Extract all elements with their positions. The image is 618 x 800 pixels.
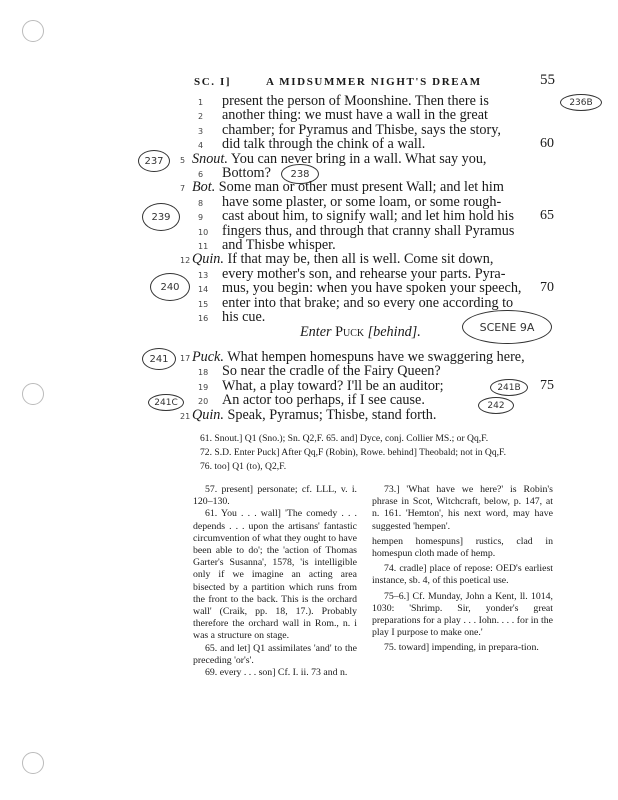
sd-behind: [behind]. [367,324,421,340]
line-text: If that may be, then all is well. Come sit down, [223,251,494,268]
speaker-name: Quin. [192,406,224,423]
line-text: another thing: we must have a wall in the great [222,107,488,124]
annotation-circle: 241 [142,348,176,370]
annotation-circle: 238 [281,164,319,184]
line-number: 60 [540,136,554,152]
speaker-name: Bot. [192,179,216,196]
sd-name: Puck [335,324,365,340]
line-text: present the person of Moonshine. Then there is [222,93,489,109]
handwritten-line-number: 15 [198,299,209,309]
line-text: So near the cradle of the Fairy Queen? [222,363,441,380]
sd-enter: Enter [300,324,332,340]
line-text: Bottom? [222,165,271,181]
note: hempen homespuns] rustics, clad in homespun cloth made of hemp. [372,535,553,560]
notes-right-column [372,484,553,655]
annotation-circle: 236B [560,94,602,111]
running-head-title: A MIDSUMMER NIGHT'S DREAM [266,76,482,88]
verse-line [192,407,436,424]
annotation-circle: SCENE 9A [462,310,552,344]
handwritten-line-number: 2 [198,112,204,122]
note: 61. You . . . wall] 'The comedy . . . depends . . . upon the artisans' fantastic circumvention of what they ought to have been able to do'; the 'action of Thomas Garter's Susanna', 1578, 'is intelligible only if we imagine an acting area bisected by a partition which runs from the front to the back. This is the orchard wall' (Craik, pp. 18, 17.). Probably therefore the orchard wall in Rom., n. i was a structure on stage. [193,508,357,642]
handwritten-line-number: 3 [198,126,204,136]
handwritten-line-number: 21 [180,411,191,421]
handwritten-line-number: 10 [198,227,209,237]
note: 75. toward] impending, in prepara-tion. [384,642,539,654]
line-text: You can never bring in a wall. What say you, [227,150,487,167]
speaker-name: Quin. [192,251,224,268]
handwritten-line-number: 16 [198,314,209,323]
line-number: 65 [540,208,554,224]
notes-left-column [193,484,357,679]
handwritten-line-number: 14 [198,285,209,295]
stage-direction [300,324,421,341]
note: 69. every . . . son] Cf. I. ii. 73 and n. [205,667,348,679]
line-text: did talk through the chink of a wall. [222,136,426,153]
collation-line: 61. Snout.] Q1 (Sno.); Sn. Q2,F. 65. and] Dyce, conj. Collier MS.; or Qq,F. [200,433,489,444]
handwritten-line-number: 4 [198,141,204,151]
line-text: cast about him, to signify wall; and let him hold his [222,208,514,225]
note: 65. and let] Q1 assimilates 'and' to the preceding 'or's'. [193,642,357,666]
line-text: his cue. [222,309,266,325]
handwritten-line-number: 11 [198,242,209,251]
note: 74. cradle] place of repose: OED's earliest instance, sb. 4, of this poetical use. [372,563,553,587]
line-text: What hempen homespuns have we swaggering here, [223,349,525,365]
handwritten-line-number: 17 [180,354,191,363]
speaker-name: Puck. [192,349,224,365]
line-text: fingers thus, and through that cranny shall Pyramus [222,222,515,239]
annotation-circle: 241B [490,379,528,396]
collation-line: 76. too] Q1 (to), Q2,F. [200,461,287,472]
handwritten-line-number: 5 [180,155,186,165]
binder-hole [22,752,44,774]
handwritten-line-number: 1 [198,98,204,107]
line-text: and Thisbe whisper. [222,237,336,253]
line-text: What, a play toward? I'll be an auditor; [222,377,444,394]
annotation-circle: 240 [150,273,190,301]
handwritten-line-number: 7 [180,184,186,194]
note: 75–6.] Cf. Munday, John a Kent, ll. 1014, 1030: 'Shrimp. Sir, yonder's great preparations for a play . . . Iohn. . . . for in the play I purpose to make one.' [372,590,553,639]
running-head-scene: SC. I] [194,76,232,88]
page-number: 55 [540,72,555,88]
annotation-circle: 237 [138,150,170,172]
annotation-circle: 239 [142,203,180,231]
handwritten-line-number: 12 [180,256,191,266]
verse-line [222,309,265,326]
handwritten-line-number: 18 [198,368,209,378]
annotation-circle: 242 [478,397,514,414]
handwritten-line-number: 20 [198,397,209,407]
line-text: mus, you begin: when you have spoken your speech, [222,280,522,297]
line-text: An actor too perhaps, if I see cause. [222,392,425,409]
handwritten-line-number: 13 [198,270,209,280]
verse-line [222,295,513,312]
note: 73.] 'What have we here?' is Robin's phrase in Scot, Witchcraft, below, p. 147, at n. 161. 'Hemton', his next word, may have suggested 'hempen'. [372,484,553,532]
binder-hole [22,20,44,42]
handwritten-line-number: 9 [198,213,204,223]
handwritten-line-number: 19 [198,382,209,392]
line-text: Some man or other must present Wall; and let him [215,179,504,196]
binder-hole [22,383,44,405]
line-number: 75 [540,377,554,393]
line-number: 70 [540,280,554,296]
line-text: every mother's son, and rehearse your parts. Pyra- [222,265,506,282]
handwritten-line-number: 8 [198,198,204,208]
speaker-name: Snout. [192,150,228,167]
note: 57. present] personate; cf. LLL, v. i. 120–130. [193,484,357,508]
handwritten-line-number: 6 [198,170,204,179]
line-text: enter into that brake; and so every one according to [222,294,514,311]
collation-line: 72. S.D. Enter Puck] After Qq,F (Robin), Rowe. behind] Theobald; not in Qq,F. [200,447,507,458]
line-text: Speak, Pyramus; Thisbe, stand forth. [223,406,437,423]
line-text: have some plaster, or some loam, or some rough- [222,193,502,210]
annotation-circle: 241C [148,394,184,411]
line-text: chamber; for Pyramus and Thisbe, says the story, [222,121,501,138]
